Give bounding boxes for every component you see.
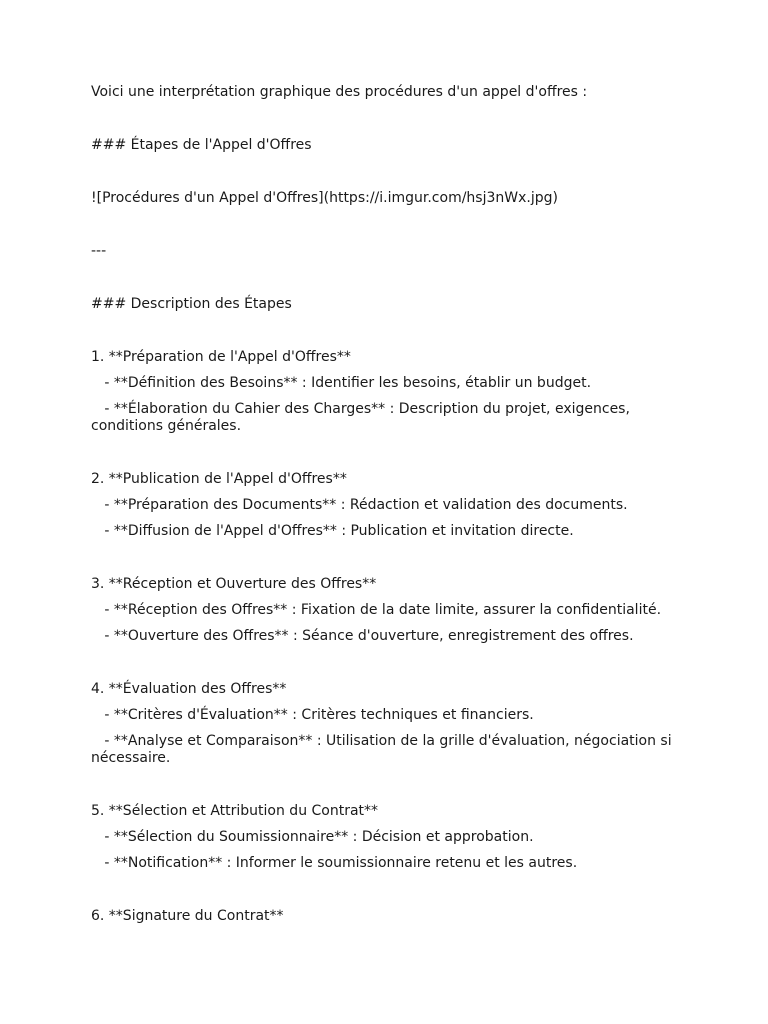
image-link-text: ![Procédures d'un Appel d'Offres](https://i.imgur.com/hsj3nWx.jpg): [91, 190, 558, 206]
spacer: [91, 488, 681, 497]
spacer: [91, 313, 681, 349]
spacer: [91, 645, 681, 681]
spacer: [91, 101, 681, 137]
step-item: - **Ouverture des Offres** : Séance d'ouverture, enregistrement des offres.: [91, 628, 634, 644]
step-4: [91, 681, 681, 767]
description-heading: ### Description des Étapes: [91, 296, 292, 312]
step-title: 1. **Préparation de l'Appel d'Offres**: [91, 349, 351, 365]
step-title: 6. **Signature du Contrat**: [91, 908, 284, 924]
separator: ---: [91, 243, 107, 259]
step-title: 2. **Publication de l'Appel d'Offres**: [91, 471, 347, 487]
spacer: [91, 514, 681, 523]
step-title: 3. **Réception et Ouverture des Offres**: [91, 576, 377, 592]
step-item: - **Définition des Besoins** : Identifier les besoins, établir un budget.: [91, 375, 592, 391]
spacer: [91, 540, 681, 576]
step-item: - **Sélection du Soumissionnaire** : Décision et approbation.: [91, 829, 534, 845]
spacer: [91, 820, 681, 829]
step-item: - **Analyse et Comparaison** : Utilisation de la grille d'évaluation, négociation si nécessaire.: [91, 733, 677, 766]
spacer: [91, 619, 681, 628]
step-item: - **Notification** : Informer le soumissionnaire retenu et les autres.: [91, 855, 578, 871]
spacer: [91, 366, 681, 375]
step-title: 5. **Sélection et Attribution du Contrat**: [91, 803, 379, 819]
spacer: [91, 392, 681, 401]
step-item: - **Critères d'Évaluation** : Critères techniques et financiers.: [91, 707, 534, 723]
step-item: - **Élaboration du Cahier des Charges** : Description du projet, exigences, conditions générales.: [91, 401, 635, 434]
spacer: [91, 260, 681, 296]
step-item: - **Préparation des Documents** : Rédaction et validation des documents.: [91, 497, 628, 513]
spacer: [91, 846, 681, 855]
step-item: - **Diffusion de l'Appel d'Offres** : Publication et invitation directe.: [91, 523, 574, 539]
spacer: [91, 767, 681, 803]
spacer: [91, 207, 681, 243]
step-3: [91, 576, 681, 645]
document-page: [91, 84, 681, 925]
step-5: [91, 803, 681, 872]
step-6: [91, 908, 681, 925]
spacer: [91, 154, 681, 190]
spacer: [91, 593, 681, 602]
step-2: [91, 471, 681, 540]
spacer: [91, 724, 681, 733]
spacer: [91, 698, 681, 707]
steps-heading: ### Étapes de l'Appel d'Offres: [91, 137, 312, 153]
spacer: [91, 872, 681, 908]
step-1: [91, 349, 681, 435]
step-item: - **Réception des Offres** : Fixation de la date limite, assurer la confidentialité.: [91, 602, 662, 618]
spacer: [91, 435, 681, 471]
intro-text: Voici une interprétation graphique des procédures d'un appel d'offres :: [91, 84, 588, 100]
step-title: 4. **Évaluation des Offres**: [91, 681, 287, 697]
